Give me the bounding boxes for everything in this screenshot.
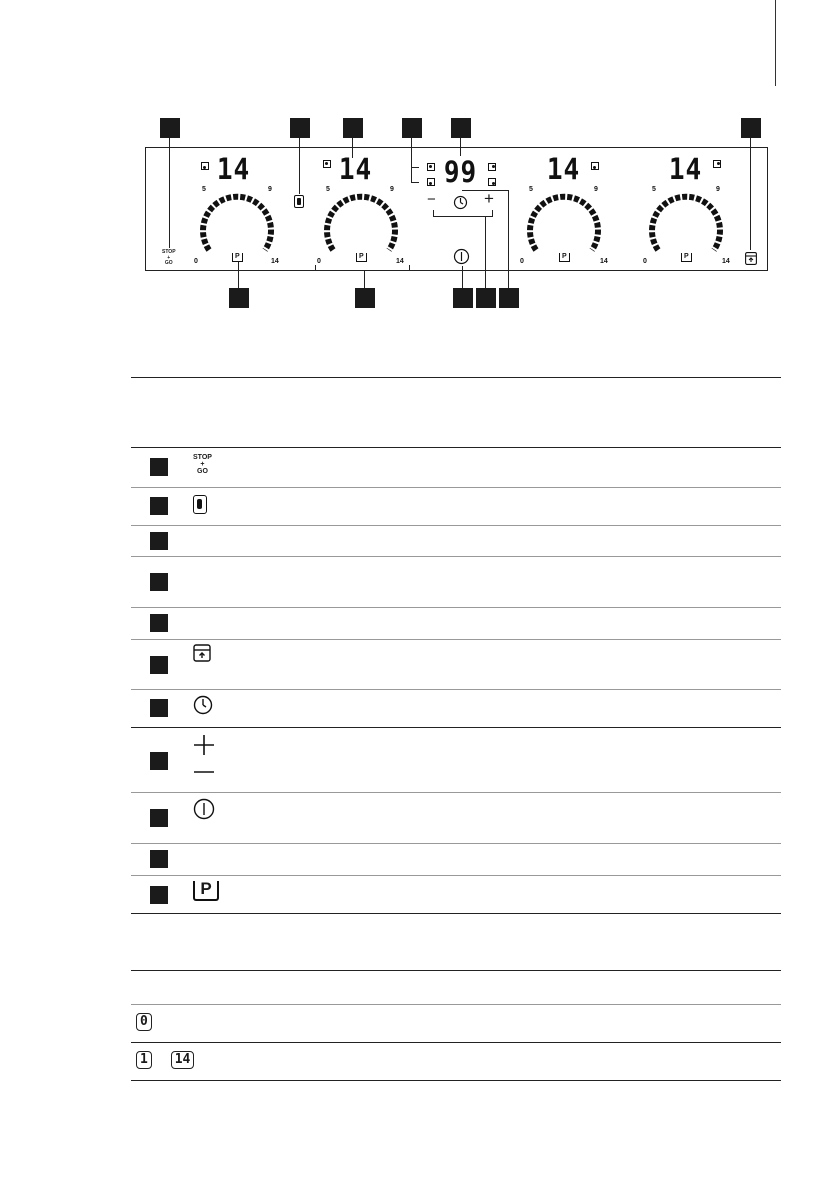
zone3-scale-max: 14	[600, 258, 608, 265]
display-range	[136, 1050, 194, 1069]
table-row	[131, 792, 781, 844]
row-number-marker	[150, 850, 168, 868]
lock-icon	[193, 644, 211, 662]
zone3-tick-high: 9	[594, 186, 598, 193]
go-text: GO	[197, 468, 208, 475]
table-row	[131, 525, 781, 557]
zone3-booster-button[interactable]: P	[559, 253, 570, 262]
zone-indicator-icon	[591, 162, 599, 170]
row-number-marker	[150, 809, 168, 827]
timer-display: 99	[443, 155, 478, 189]
zone-indicator-icon	[323, 160, 331, 168]
callout-6	[741, 118, 761, 138]
callout-10	[355, 288, 375, 308]
table-row	[131, 727, 781, 793]
zone-indicator-icon	[201, 162, 209, 170]
row-number-marker	[150, 699, 168, 717]
row-number-marker	[150, 573, 168, 591]
zone3-display: 14	[546, 152, 581, 186]
zone3-slider[interactable]	[524, 192, 604, 258]
table-row	[131, 689, 781, 728]
table-row	[131, 607, 781, 640]
zone1-tick-low: 5	[202, 186, 206, 193]
stop-go-button[interactable]	[162, 250, 176, 267]
callout-2	[290, 118, 310, 138]
row-number-marker	[150, 532, 168, 550]
callout-11	[229, 288, 249, 308]
zone2-tick-high: 9	[390, 186, 394, 193]
zone4-booster-button[interactable]: P	[681, 253, 692, 262]
callout-8	[476, 288, 496, 308]
callout-1	[160, 118, 180, 138]
timer-icon[interactable]	[453, 195, 468, 210]
zone4-display: 14	[668, 152, 703, 186]
display-from: 1	[136, 1051, 152, 1069]
display-zero	[136, 1012, 152, 1031]
timer-zone-indicator-icon	[488, 163, 496, 171]
zone4-tick-low: 5	[652, 186, 656, 193]
lock-button[interactable]	[745, 252, 757, 265]
zone2-tick-low: 5	[326, 186, 330, 193]
zone2-scale-max: 14	[396, 258, 404, 265]
callout-9	[453, 288, 473, 308]
bridge-icon	[297, 198, 301, 205]
table-row	[131, 843, 781, 876]
minus-button[interactable]: −	[427, 191, 436, 208]
row-number-marker	[150, 614, 168, 632]
callout-3	[343, 118, 363, 138]
zone2-slider[interactable]	[321, 192, 401, 258]
row-number-marker	[150, 656, 168, 674]
timer-zone-indicator-icon	[427, 178, 435, 186]
margin-rule	[775, 0, 776, 86]
plus-button[interactable]: +	[484, 189, 494, 208]
bridge-icon	[193, 495, 207, 514]
go-text: GO	[164, 260, 173, 266]
table-header-row	[131, 377, 781, 448]
zone1-display: 14	[216, 152, 251, 186]
zone1-scale-max: 14	[271, 258, 279, 265]
zone2-booster-button[interactable]: P	[356, 253, 367, 262]
booster-icon: P	[193, 881, 219, 901]
zone-indicator-icon	[713, 160, 721, 168]
plus-text: +	[200, 461, 205, 468]
zone2-display: 14	[338, 152, 373, 186]
callout-4	[402, 118, 422, 138]
display-to: 14	[171, 1051, 195, 1069]
table-end-rule	[131, 1080, 781, 1081]
zone2-scale-min: 0	[317, 258, 321, 265]
zone4-slider[interactable]	[646, 192, 726, 258]
timer-icon	[193, 695, 213, 715]
callout-5	[451, 118, 471, 138]
table-end-rule	[131, 913, 781, 914]
zone1-booster-button[interactable]: P	[232, 253, 243, 262]
table-row	[131, 447, 781, 488]
table-row	[131, 639, 781, 690]
plus-minus-icon	[193, 733, 215, 777]
table-header-row	[131, 970, 781, 1005]
row-number-marker	[150, 752, 168, 770]
stop-go-icon	[193, 454, 212, 475]
power-button[interactable]	[453, 248, 470, 265]
table-row	[131, 487, 781, 526]
bridge-button[interactable]	[294, 195, 304, 208]
zone4-tick-high: 9	[716, 186, 720, 193]
zone4-scale-min: 0	[643, 258, 647, 265]
zone1-slider[interactable]	[197, 192, 277, 258]
plus-text: +	[167, 254, 171, 261]
table-row	[131, 556, 781, 608]
row-number-marker	[150, 886, 168, 904]
power-icon	[193, 798, 215, 820]
callout-7	[499, 288, 519, 308]
zone3-scale-min: 0	[520, 258, 524, 265]
stop-text: STOP	[162, 249, 176, 255]
zone1-tick-high: 9	[268, 186, 272, 193]
table-row	[131, 875, 781, 914]
zone3-tick-low: 5	[529, 186, 533, 193]
stop-text: STOP	[193, 454, 212, 461]
table-row	[131, 1042, 781, 1081]
timer-zone-indicator-icon	[427, 163, 435, 171]
zone4-scale-max: 14	[722, 258, 730, 265]
display-zero-value: 0	[136, 1013, 152, 1031]
row-number-marker	[150, 497, 168, 515]
row-number-marker	[150, 458, 168, 476]
timer-zone-indicator-icon	[488, 178, 496, 186]
table-row	[131, 1004, 781, 1043]
zone1-scale-min: 0	[194, 258, 198, 265]
